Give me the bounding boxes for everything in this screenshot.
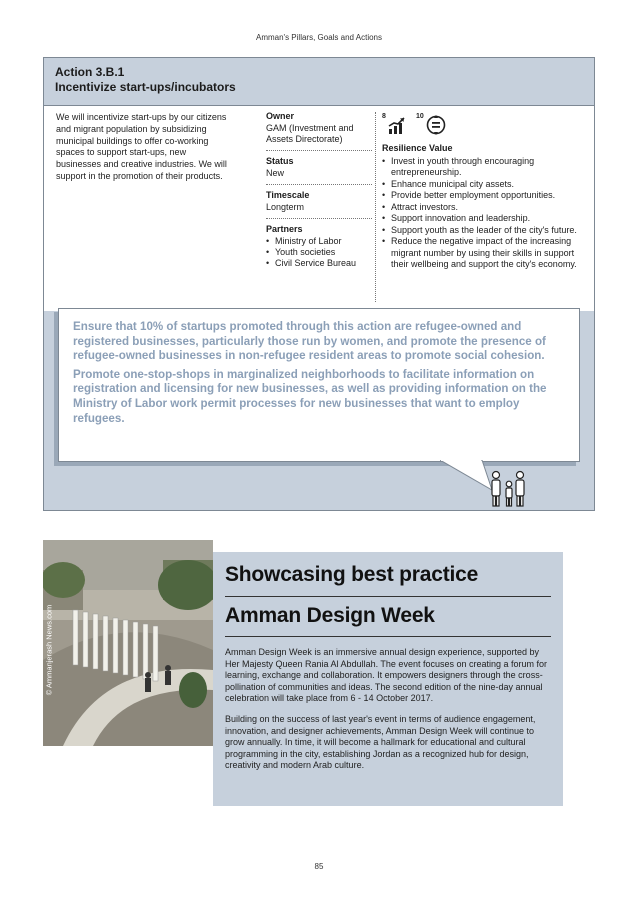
- resilience-column: [382, 111, 592, 271]
- list-item: • Reduce the negative impact of the increasing migrant number by using their skills in support their wellbeing and support the city's economy.: [382, 236, 592, 271]
- partners-label: Partners: [266, 224, 303, 234]
- list-item: • Support innovation and leadership.: [382, 213, 592, 225]
- list-item: • Ministry of Labor: [266, 236, 372, 247]
- showcase-title: Showcasing best practice: [225, 563, 479, 586]
- list-item: • Invest in youth through encouraging entrepreneurship.: [382, 156, 592, 179]
- page-number: 85: [314, 862, 324, 871]
- list-item: • Support youth as the leader of the city's future.: [382, 225, 592, 237]
- resilience-label: Resilience Value: [382, 143, 453, 153]
- owner-block: [266, 111, 372, 151]
- list-item: • Youth societies: [266, 247, 372, 258]
- sdg-number: 8: [382, 113, 386, 120]
- owner-value: GAM (Investment and Assets Directorate): [266, 123, 354, 144]
- column-divider: [375, 112, 376, 302]
- running-head: Amman's Pillars, Goals and Actions: [255, 33, 383, 42]
- partners-block: [266, 224, 372, 274]
- showcase-body: [225, 647, 553, 781]
- reduced-inequality-icon: [426, 115, 446, 135]
- showcase-subtitle: Amman Design Week: [225, 604, 435, 627]
- status-block: [266, 156, 372, 185]
- title-rule: [225, 596, 551, 597]
- callout-text: [59, 309, 579, 426]
- timescale-block: [266, 190, 372, 219]
- sdg-icons: [382, 111, 592, 143]
- showcase-paragraph: Building on the success of last year's event in terms of audience engagement, innovation, and designer achievements, Amman Design Week will continue to grow annually. In time, it will become a hallmark for educational and cultural programming in the city, establishing Jordan as a recognized hub for design, creativity and modern Arab culture.: [225, 713, 536, 771]
- action-body: [44, 106, 594, 311]
- photo-credit: © Ammanjerash News.com: [44, 604, 54, 696]
- callout-paragraph: Promote one-stop-shops in marginalized neighborhoods to facilitate information on registration and licensing for new businesses, as well as providing information on the Ministry of Labor work permit processes for new businesses that want to employ refugees.: [73, 367, 547, 425]
- owner-label: Owner: [266, 111, 295, 121]
- design-week-photo: [43, 540, 213, 746]
- action-header: [44, 58, 594, 106]
- refugee-callout: [58, 308, 580, 462]
- subtitle-rule: [225, 636, 551, 637]
- status-label: Status: [266, 156, 294, 166]
- family-icon: [487, 470, 537, 508]
- callout-paragraph: Ensure that 10% of startups promoted through this action are refugee-owned and registered businesses, particularly those run by women, and promote the presence of refugee-owned businesses in non-refugee resident areas to promote social cohesion.: [73, 320, 546, 363]
- action-id: Action 3.B.1: [55, 65, 125, 79]
- list-item: • Attract investors.: [382, 202, 592, 214]
- status-value: New: [266, 168, 285, 178]
- partners-list: [266, 236, 372, 269]
- list-item: • Enhance municipal city assets.: [382, 179, 592, 191]
- list-item: • Civil Service Bureau: [266, 258, 372, 269]
- showcase-paragraph: Amman Design Week is an immersive annual design experience, supported by Her Majesty Queen Rania Al Abdullah. The event focuses on creating a forum for learning, exchange and collaboration. It empowers designers through the cross-pollination of communities and ideas. The second edition of the nine-day annual celebration will take place from 6 - 14 October 2017.: [225, 647, 548, 704]
- list-item: • Provide better employment opportunities.: [382, 190, 592, 202]
- timescale-label: Timescale: [266, 190, 310, 200]
- timescale-value: Longterm: [266, 202, 305, 212]
- action-details: [266, 111, 372, 279]
- action-title: Incentivize start-ups/incubators: [55, 80, 236, 94]
- growth-chart-icon: [388, 117, 406, 135]
- sdg-number: 10: [416, 113, 424, 120]
- action-description: We will incentivize start-ups by our citizens and migrant population by subsidizing municipal buildings to offer co-working spaces to support start-ups, new businesses and creative industries. We will support in the promotion of their products.: [56, 112, 227, 181]
- resilience-list: [382, 156, 592, 271]
